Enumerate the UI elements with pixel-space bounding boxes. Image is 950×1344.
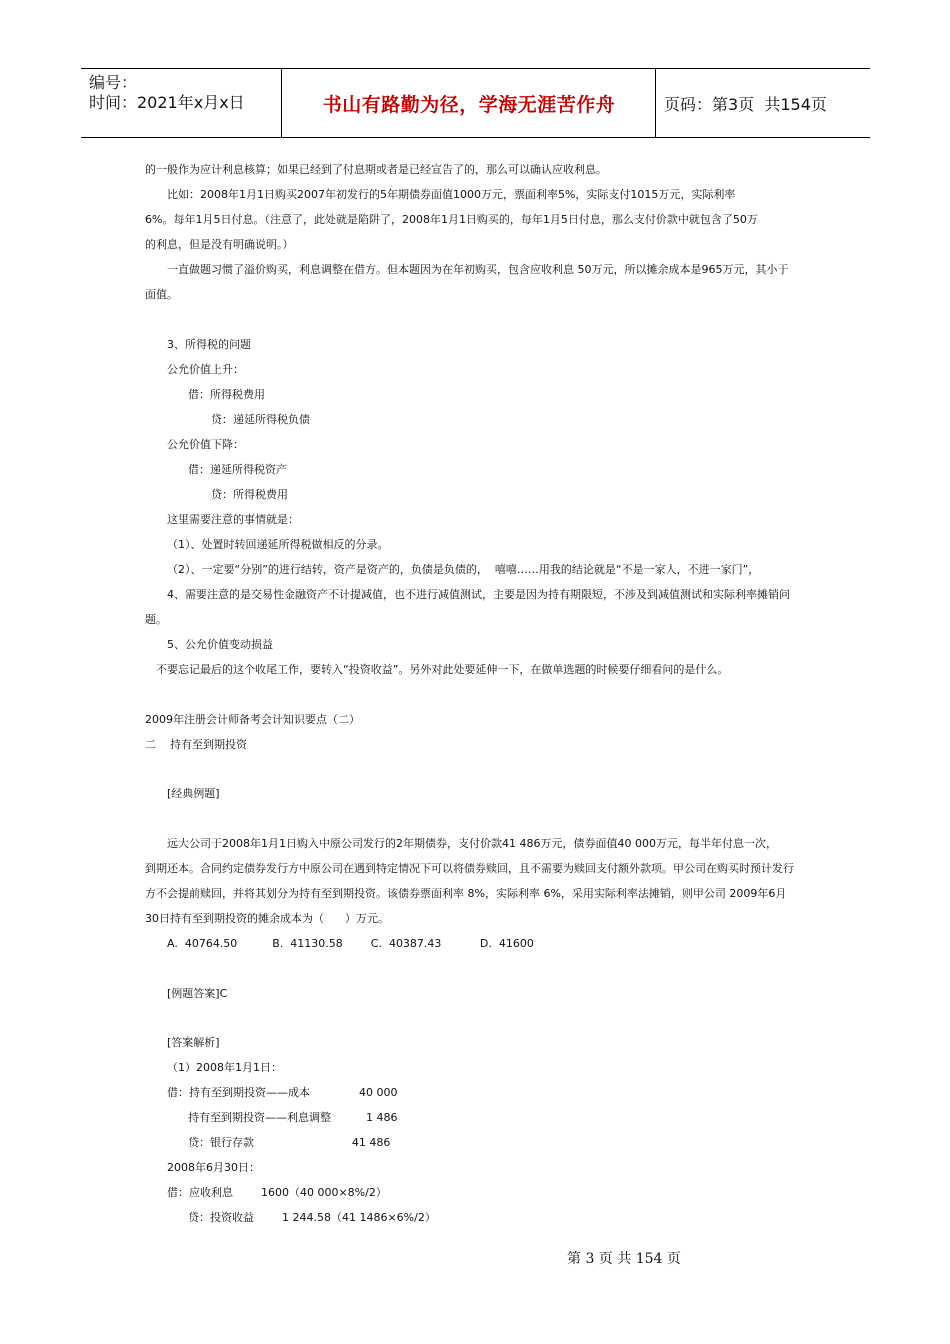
text-line: 比如：2008年1月1日购买2007年初发行的5年期债券面值1000万元，票面利率5%，实际支付1015万元，实际利率 [167, 188, 736, 201]
journal-entry: 贷：所得税费用 [211, 488, 288, 501]
explanation-label: [答案解析] [167, 1036, 220, 1049]
text-line: 这里需要注意的事情就是： [167, 513, 299, 526]
journal-entry: 借：所得税费用 [188, 388, 265, 401]
journal-entry: 借：递延所得税资产 [188, 463, 287, 476]
header-table [81, 68, 870, 138]
question-text: 远大公司于2008年1月1日购入中原公司发行的2年期债券，支付价款41 486万元，债券面值40 000万元，每半年付息一次， [167, 837, 777, 850]
text-line: 2008年6月30日： [167, 1161, 260, 1174]
journal-entry: 借：应收利息 1600（40 000×8%/2） [167, 1186, 387, 1199]
text-line: 的利息，但是没有明确说明。） [145, 238, 294, 251]
text-line: （2）、一定要“分别”的进行结转，资产是资产的，负债是负债的， 嘻嘻……用我的结论就是“不是一家人，不进一家门”， [167, 563, 760, 576]
answer-label: [例题答案]C [167, 987, 228, 1000]
text-line: 面值。 [145, 288, 178, 301]
header-divider [281, 69, 282, 137]
section-heading: 3、所得税的问题 [167, 338, 251, 351]
journal-entry: 贷：递延所得税负债 [211, 413, 310, 426]
header-meta [89, 73, 245, 113]
section-title: 2009年注册会计师备考会计知识要点（二） [145, 713, 360, 726]
text-line: 6%。每年1月5日付息。（注意了，此处就是陷阱了，2008年1月1日购买的，每年1月5日付息，那么支付价款中就包含了50万 [145, 213, 758, 226]
journal-entry: 借：持有至到期投资——成本 40 000 [167, 1086, 398, 1099]
text-line: 的一般作为应计利息核算；如果已经到了付息期或者是已经宣告了的，那么可以确认应收利息。 [145, 163, 607, 176]
question-text: 到期还本。合同约定债券发行方中原公司在遇到特定情况下可以将债券赎回，且不需要为赎回支付额外款项。甲公司在购买时预计发行 [145, 862, 794, 875]
header-page-number: 页码：第3页 共154页 [664, 94, 827, 114]
page-footer: 第 3 页 共 154 页 [567, 1251, 681, 1267]
section-heading: 二 持有至到期投资 [145, 738, 247, 751]
journal-entry: 贷：银行存款 41 486 [188, 1136, 391, 1149]
header-divider [655, 69, 656, 137]
text-line: 不要忘记最后的这个收尾工作，要转入“投资收益”。另外对此处要延伸一下，在做单选题的时候要仔细看问的是什么。 [156, 663, 729, 676]
section-heading: 5、公允价值变动损益 [167, 638, 273, 651]
text-line: 4、需要注意的是交易性金融资产不计提减值，也不进行减值测试，主要是因为持有期限短，不涉及到减值测试和实际利率摊销问 [167, 588, 790, 601]
text-line: 公允价值下降： [167, 438, 244, 451]
text-line: 一直做题习惯了溢价购买，利息调整在借方。但本题因为在年初购买，包含应收利息 50万元，所以摊余成本是965万元，其小于 [167, 263, 789, 276]
text-line: 题。 [145, 613, 167, 626]
journal-entry: 持有至到期投资——利息调整 1 486 [188, 1111, 398, 1124]
document-number-label: 编号： [89, 73, 138, 92]
text-line: 公允价值上升： [167, 363, 244, 376]
answer-options: A. 40764.50 B. 41130.58 C. 40387.43 D. 41600 [167, 937, 534, 950]
header-motto: 书山有路勤为径，学海无涯苦作舟 [322, 93, 616, 116]
example-label: [经典例题] [167, 787, 220, 800]
journal-entry: 贷：投资收益 1 244.58（41 1486×6%/2） [188, 1211, 436, 1224]
text-line: （1）、处置时转回递延所得税做相反的分录。 [167, 538, 389, 551]
question-text: 30日持有至到期投资的摊余成本为（ ）万元。 [145, 912, 389, 925]
date-label: 时间：2021年x月x日 [89, 93, 245, 112]
question-text: 方不会提前赎回，并将其划分为持有至到期投资。该债券票面利率 8%，实际利率 6%，采用实际利率法摊销，则甲公司 2009年6月 [145, 887, 787, 900]
text-line: （1）2008年1月1日： [167, 1061, 282, 1074]
